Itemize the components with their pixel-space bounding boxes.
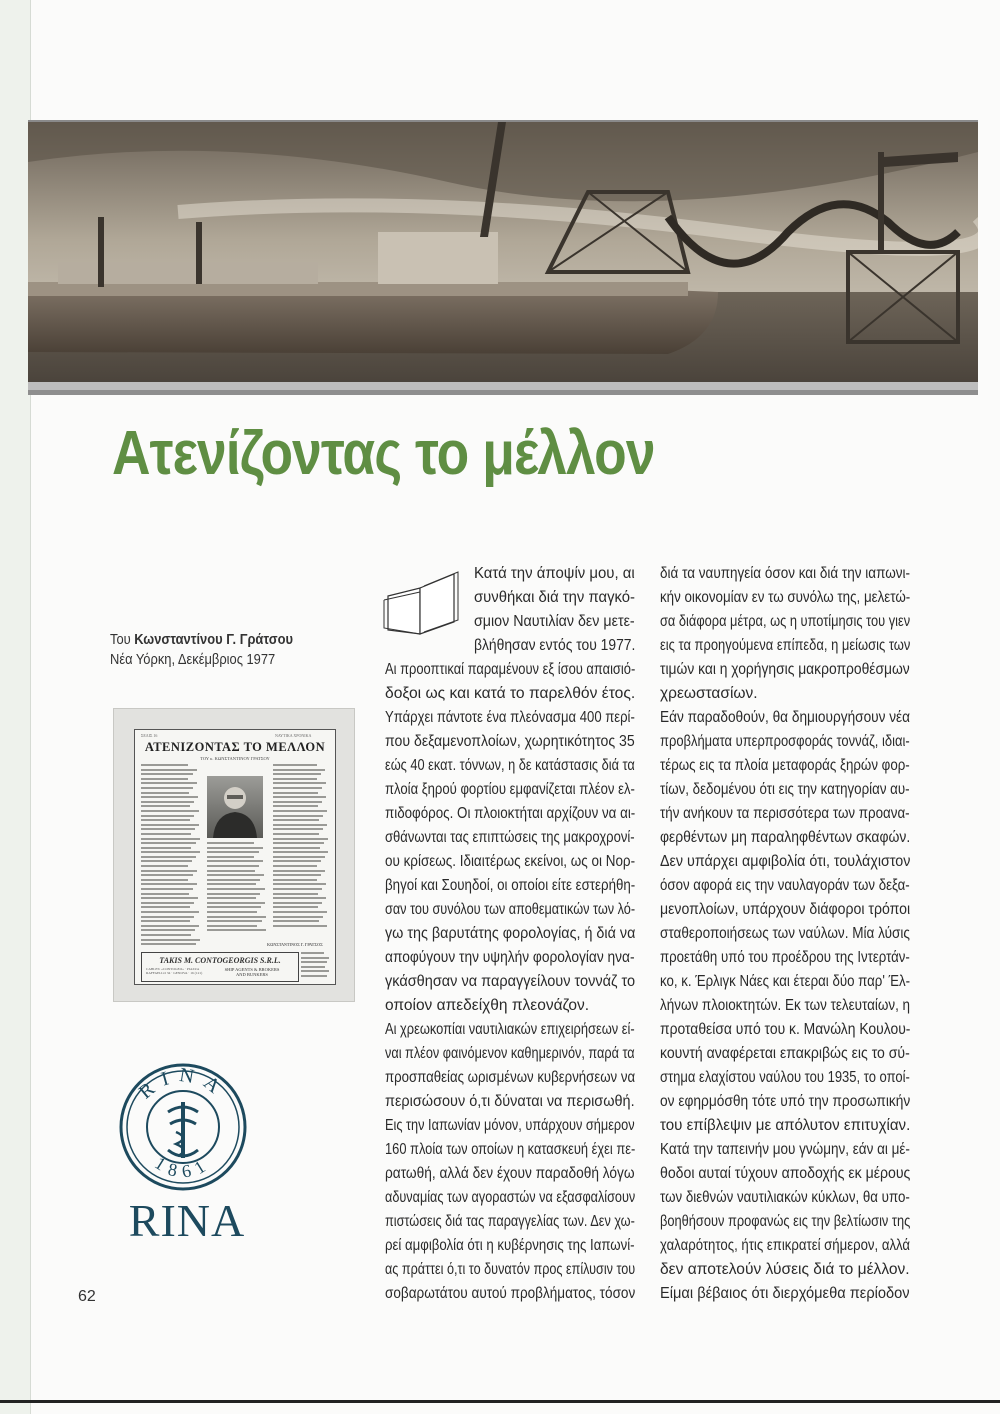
seal-top-text: RINA: [134, 1063, 232, 1104]
clipping-text-line: [273, 883, 326, 885]
article-line: Δεν υπάρχει αμφιβολία ότι, τουλάχιστον: [660, 853, 911, 870]
article-line: κο, κ. Έρλιγκ Νάες και έτεραι δύο παρ' Έλ-: [660, 973, 911, 990]
article-line: κουντή αναφέρεται επακριβώς εις το σύ-: [660, 1045, 910, 1062]
article-line: Κατά την άποψίν μου, αι: [474, 565, 635, 582]
article-line: διά τα ναυπηγεία όσον και διά την ιαπωνι-: [660, 565, 910, 582]
clipping-text-line: [141, 911, 199, 913]
article-line: φερθέντων μη παραληφθέντων σκαφών.: [660, 829, 911, 846]
clipping-text-line: [207, 842, 254, 844]
clipping-text-line: [273, 838, 328, 840]
clipping-text-line: [273, 833, 319, 835]
svg-text:RINA: [135, 1064, 232, 1104]
clipping-text-line: [273, 847, 320, 849]
clipping-text-line: [141, 796, 198, 798]
article-line: σταθεροποιήσεως των ναύλων. Μία λύσις: [660, 925, 910, 942]
clipping-page: [134, 729, 336, 985]
clipping-text-line: [273, 874, 321, 876]
clipping-text-line: [273, 851, 328, 853]
article-line: αποφύγουν την υψηλήν φορολογίαν ηνα-: [385, 949, 635, 966]
article-line: συνθήκαι διά την παγκό-: [474, 589, 635, 606]
clipping-text-line: [273, 902, 322, 904]
article-line: ου κρίσεως. Ιδιαιτέρως εκείνοι, ως οι Νορ-: [385, 853, 636, 870]
article-line: αδυναμίας των αγοραστών να εξασφαλίσουν: [385, 1189, 636, 1206]
clipping-text-line: [141, 773, 193, 775]
article-line: θοδοι αυταί τύχουν αποδοχής εκ μέρους: [660, 1165, 911, 1182]
clipping-text-line: [141, 819, 190, 821]
article-line: προετάθη υπό του προέδρου της Ιντερτάν-: [660, 949, 910, 966]
hero-photo: [28, 120, 978, 384]
article-line: εις τα προηγούμενα επίπεδα, η μείωσις των: [660, 637, 911, 654]
article-line: ναι πλέον φαινόμενον καθημερινόν, παρά τα: [385, 1045, 635, 1062]
clipping-text-line: [273, 796, 326, 798]
clipping-text-line: [141, 906, 190, 908]
article-line: πλοία ξηρού φορτίου εμφανίζεται πλέον ελ-: [385, 781, 635, 798]
clipping-text-line: [273, 792, 318, 794]
clipping-text-line: [273, 897, 326, 899]
rina-seal-icon: [118, 1062, 248, 1192]
tanker-platform-illustration: [28, 122, 978, 384]
clipping-text-line: [141, 815, 194, 817]
clipping-text-line: [273, 769, 325, 771]
clipping-text-line: [301, 957, 329, 959]
clipping-column-left: [141, 764, 201, 948]
page-title: Ατενίζοντας το μέλλον: [112, 419, 655, 488]
article-line: δεν αποτελούν λύσεις διά το μέλλον.: [660, 1261, 910, 1278]
clipping-text-line: [301, 952, 324, 954]
article-line: σαν του συνόλου των αποθεματικών των λό-: [385, 901, 636, 918]
clipping-text-line: [207, 847, 263, 849]
clipping-text-line: [207, 897, 256, 899]
clipping-text-line: [141, 929, 195, 931]
clipping-text-line: [141, 787, 193, 789]
clipping-text-line: [273, 860, 321, 862]
clipping-text-line: [141, 810, 199, 812]
open-book-icon: [380, 568, 472, 643]
article-line: βοηθήσουν προφανώς εις την βελτίωσιν της: [660, 1213, 911, 1230]
portrait-figure: [207, 776, 263, 838]
clipping-text-line: [141, 805, 190, 807]
clipping-text-line: [207, 888, 265, 890]
clipping-text-line: [141, 916, 194, 918]
clipping-text-line: [141, 939, 200, 941]
article-line: οποίον απεδείχθη πλεονάζον.: [385, 997, 590, 1014]
clipping-column-middle: [207, 842, 267, 934]
article-line: ον εφηρμόσθη τότε υπό την προσωπικήν: [660, 1093, 911, 1110]
clipping-text-line: [273, 805, 318, 807]
hero-band-dark: [28, 390, 978, 395]
clipping-text-line: [207, 851, 259, 853]
clipping-text-line: [273, 893, 318, 895]
clipping-text-line: [207, 865, 259, 867]
article-line: τιμών και η χορήγησις μακροπροθέσμων: [660, 661, 910, 678]
ad-company-name: TAKIS M. CONTOGEORGIS S.R.L.: [159, 956, 281, 965]
clipping-text-line: [207, 911, 257, 913]
article-line: βλήθησαν εντός του 1977.: [474, 637, 636, 654]
clipping-text-line: [141, 801, 194, 803]
article-line: γκάσθησαν να παραγγείλουν τοννάζ το: [385, 973, 636, 990]
page-number: 62: [78, 1288, 96, 1305]
clipping-text-line: [141, 865, 188, 867]
article-line: δοξοι ως και κατά το παρελθόν έτος.: [385, 685, 636, 702]
article-line: Εις την Ιαπωνίαν μόνον, υπάρχουν σήμερον: [385, 1117, 635, 1134]
clipping-text-line: [207, 920, 262, 922]
clipping-text-line: [141, 782, 197, 784]
hero-band: [28, 382, 978, 390]
article-line: λήνων πλοιοκτητών. Εκ των τελευταίων, η: [660, 997, 911, 1014]
bottom-rule: [0, 1400, 1000, 1403]
clipping-text-line: [141, 883, 197, 885]
clipping-text-line: [301, 966, 325, 968]
clipping-text-line: [141, 833, 191, 835]
article-line: των διεθνών ναυτιλιακών κύκλων, θα υπο-: [660, 1189, 910, 1206]
article-line: βηγοί και Σουηδοί, οι οποίοι είτε εστερήθη-: [385, 877, 636, 894]
clipping-text-line: [273, 920, 319, 922]
ad-address: CABLES: «CONTOGEO» · PIAZZA RAFFAELLO 34 · GENOVA · 16 (121): [146, 967, 203, 975]
clipping-text-line: [207, 916, 266, 918]
rina-wordmark: RINA: [128, 1195, 246, 1246]
clipping-text-line: [207, 925, 257, 927]
clipping-text-line: [207, 906, 261, 908]
clipping-text-line: [141, 792, 189, 794]
clipping-text-line: [207, 883, 256, 885]
clipping-advertisement: [141, 952, 299, 982]
article-line: Εάν παραδοθούν, θα δημιουργήσουν νέα: [660, 709, 911, 726]
clipping-portrait-photo: [207, 776, 263, 838]
clipping-text-line: [141, 897, 198, 899]
clipping-text-line: [141, 874, 193, 876]
article-line: γω της βαρυτάτης φορολογίας, ή διά να: [385, 925, 636, 942]
clipping-header-left: ΣΕΛΙΣ 16: [141, 733, 158, 738]
clipping-text-line: [141, 888, 193, 890]
article-line: Αι προοπτικαί παραμένουν εξ ίσου απαισιό-: [385, 661, 636, 678]
article-line: μενοπλοίων, υπάρχουν διάφοροι τρόποι: [660, 901, 911, 918]
clipping-column-right: [273, 764, 329, 929]
article-line: πιστώσεις διά τας παραγγελίας των. Δεν χω-: [385, 1213, 635, 1230]
clipping-text-line: [301, 975, 327, 977]
clipping-text-line: [207, 879, 260, 881]
article-line: τέρως εις τα πλοία μεταφοράς ξηρών φορ-: [660, 757, 910, 774]
clipping-text-line: [141, 778, 188, 780]
clipping-text-line: [141, 870, 197, 872]
article-line: τίων, δεδομένου ότι εις την κατηγορίαν αυ-: [660, 781, 910, 798]
article-line: Είμαι βέβαιος ότι διερχόμεθα περίοδον: [660, 1285, 910, 1302]
clipping-text-line: [273, 925, 327, 927]
byline: [110, 630, 323, 670]
byline-prefix: Του: [110, 631, 131, 648]
clipping-text-line: [273, 888, 322, 890]
clipping-text-line: [273, 916, 323, 918]
clipping-text-line: [141, 920, 190, 922]
clipping-text-line: [273, 879, 317, 881]
article-line: προβλήματα υπερπροσφοράς τοννάζ, ιδιαι-: [660, 733, 910, 750]
clipping-signature: ΚΩΝΣΤΑΝΤΙΝΟΣ Γ. ΓΡΑΤΣΟΣ: [267, 942, 323, 947]
article-line: χαλαρότητος, ήτις επικρατεί σήμερον, αλλά: [660, 1237, 911, 1254]
article-line: σα διάφορα μέτρα, ως η υποτίμησις του γιεν: [660, 613, 911, 630]
clipping-text-line: [141, 828, 195, 830]
clipping-text-line: [301, 961, 327, 963]
article-line: τήν ανήκουν τα περισσότερα των προανα-: [660, 805, 910, 822]
clipping-text-line: [141, 847, 191, 849]
article-line: πιδοφόρος. Οι πλοιοκτήται αρχίζουν να αι-: [385, 805, 636, 822]
book-drawing: [380, 568, 472, 638]
article-line: κήν οικονομίαν εν τω συνόλω της, μελετώ-: [660, 589, 911, 606]
clipping-text-line: [141, 925, 199, 927]
clipping-text-line: [273, 782, 326, 784]
clipping-text-line: [141, 856, 196, 858]
article-line: προσπαθείας ωρισμένων κυβερνήσεων να: [385, 1069, 636, 1086]
clipping-text-line: [207, 856, 254, 858]
ad-services: [212, 967, 292, 977]
article-line: όσον αφορά εις την ναυλαγοράν των δεξα-: [660, 877, 910, 894]
clipping-text-line: [273, 870, 325, 872]
clipping-text-line: [141, 769, 197, 771]
article-line: του επίβλεψιν με απόλυτον επιτυχίαν.: [660, 1117, 911, 1134]
article-line: προταθείσα υπό του κ. Μανώλη Κουλου-: [660, 1021, 911, 1038]
clipping-text-line: [141, 764, 188, 766]
clipping-text-line: [273, 787, 322, 789]
clipping-text-line: [141, 893, 189, 895]
clipping-text-line: [141, 943, 196, 945]
article-line: Υπάρχει πάντοτε ένα πλεόνασμα 400 περί-: [385, 709, 635, 726]
clipping-text-line: [273, 865, 317, 867]
clipping-text-line: [141, 902, 194, 904]
clipping-text-line: [141, 851, 200, 853]
clipping-text-line: [141, 824, 199, 826]
clipping-text-line: [273, 773, 321, 775]
byline-place-date: Νέα Υόρκη, Δεκέμβριος 1977: [110, 651, 276, 668]
clipping-text-line: [273, 911, 327, 913]
left-margin-strip: [0, 0, 31, 1414]
article-line: ας πράττει ό,τι το δυνατόν προς επίλυσιν του: [385, 1261, 636, 1278]
clipping-text-line: [273, 906, 318, 908]
article-line: στημα ελαχίστου ναύλου του 1935, το οποί-: [660, 1069, 910, 1086]
article-line: ρατωθή, αλλά δεν έχουν παραδοθή λόγω: [385, 1165, 635, 1182]
article-line: χρεωστασίων.: [660, 685, 758, 702]
clipping-text-line: [273, 801, 322, 803]
clipping-subtitle: ΤΟΥ κ. ΚΩΝΣΤΑΝΤΙΝΟΥ ΓΡΑΤΣΟΥ: [200, 756, 270, 761]
rina-seal-logo: [118, 1062, 248, 1197]
clipping-text-line: [207, 870, 255, 872]
clipping-text-line: [301, 970, 329, 972]
clipping-text-line: [273, 819, 319, 821]
article-line: σθάνωνται τας επιπτώσεις της μακροχρονί-: [385, 829, 635, 846]
article-line: σοβαρωτάτου αυτού προβλήματος, τόσον: [385, 1285, 636, 1302]
clipping-text-line: [207, 929, 266, 931]
clipping-title: ΑΤΕΝΙΖΟΝΤΑΣ ΤΟ ΜΕΛΛΟΝ: [144, 740, 326, 754]
article-line: 160 πλοία των οποίων η κατασκευή έχει πε-: [385, 1141, 636, 1158]
clipping-text-line: [141, 934, 191, 936]
ad-services-line-2: AND BUNKERS: [236, 972, 268, 977]
clipping-text-line: [207, 860, 263, 862]
clipping-text-line: [273, 810, 327, 812]
clipping-text-line: [207, 902, 265, 904]
clipping-text-line: [141, 860, 192, 862]
article-line: Κατά την ταπεινήν μου γνώμην, εάν αι μέ-: [660, 1141, 910, 1158]
clipping-ad-sidebar: [301, 952, 331, 980]
article-line: σμιον Ναυτιλίαν δεν μετε-: [474, 613, 635, 630]
clipping-text-line: [141, 838, 200, 840]
article-line: περισώσουν ό,τι δύναται να περισωθή.: [385, 1093, 635, 1110]
author-name: Κωνσταντίνου Γ. Γράτσου: [134, 631, 293, 648]
article-line: που δεξαμενοπλοίων, χωρητικότητος 35: [385, 733, 635, 750]
clipping-text-line: [273, 828, 323, 830]
clipping-text-line: [273, 778, 317, 780]
clipping-text-line: [207, 893, 260, 895]
clipping-header-right: ΝΑΥΤΙΚΑ ΧΡΟΝΙΚΑ: [275, 733, 312, 738]
article-line: εώς 40 εκατ. τόννων, η δε κατάστασις διά τα: [385, 757, 635, 774]
seal-bottom-text: 1861: [151, 1152, 215, 1182]
article-line: Αι χρεωκοπίαι ναυτιλιακών επιχειρήσεων εί-: [385, 1021, 635, 1038]
clipping-text-line: [273, 842, 324, 844]
clipping-text-line: [273, 764, 317, 766]
clipping-text-line: [273, 824, 327, 826]
clipping-text-line: [141, 842, 196, 844]
newspaper-clipping: [113, 708, 355, 1002]
clipping-text-line: [207, 874, 264, 876]
ad-services-line-1: SHIP AGENTS & BROKERS: [224, 967, 280, 972]
clipping-text-line: [273, 815, 323, 817]
clipping-text-line: [141, 879, 188, 881]
clipping-text-line: [273, 856, 325, 858]
article-line: ρεί αμφιβολία ότι η κυβέρνησις της Ιαπωνί-: [385, 1237, 635, 1254]
